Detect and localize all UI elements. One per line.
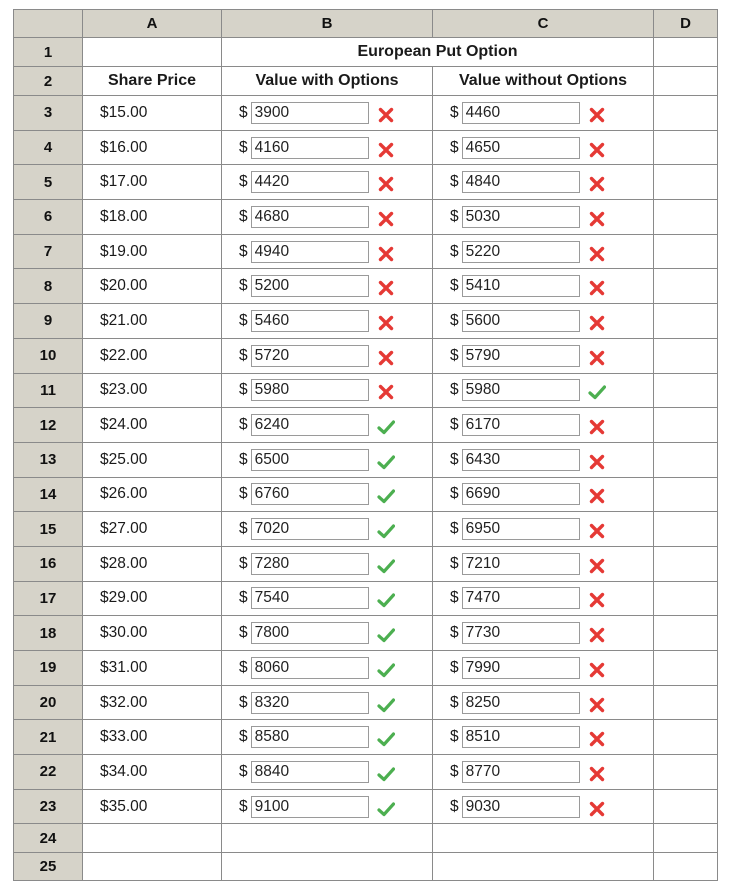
share-price-cell: $25.00 [83, 442, 222, 477]
table-row [14, 200, 718, 235]
value-with-options-cell [222, 477, 433, 512]
currency-symbol: $ [239, 311, 248, 329]
row-header[interactable]: 12 [14, 408, 83, 443]
share-price-cell: $16.00 [83, 130, 222, 165]
currency-symbol: $ [239, 103, 248, 121]
currency-symbol: $ [450, 242, 459, 260]
row-header[interactable]: 7 [14, 234, 83, 269]
value-without-options-cell [433, 338, 654, 373]
currency-symbol: $ [450, 173, 459, 191]
currency-symbol: $ [450, 450, 459, 468]
row-header[interactable]: 24 [14, 824, 83, 853]
empty-cell[interactable] [222, 824, 433, 853]
cross-icon [588, 418, 606, 436]
cross-icon [377, 210, 395, 228]
row-header[interactable]: 4 [14, 130, 83, 165]
row-header[interactable]: 22 [14, 755, 83, 790]
table-row [14, 720, 718, 755]
value-without-options-input[interactable] [462, 553, 580, 575]
checkmark-icon [377, 591, 395, 609]
share-price-cell: $24.00 [83, 408, 222, 443]
currency-symbol: $ [239, 242, 248, 260]
value-without-options-input[interactable] [462, 587, 580, 609]
table-row [14, 789, 718, 824]
column-d-cell[interactable] [654, 408, 718, 443]
value-without-options-cell [433, 720, 654, 755]
currency-symbol: $ [450, 207, 459, 225]
currency-symbol: $ [450, 311, 459, 329]
value-without-options-input[interactable] [462, 414, 580, 436]
value-without-options-input[interactable] [462, 137, 580, 159]
cross-icon [588, 557, 606, 575]
checkmark-icon [377, 453, 395, 471]
currency-symbol: $ [239, 485, 248, 503]
row-header[interactable]: 6 [14, 200, 83, 235]
share-price-cell: $18.00 [83, 200, 222, 235]
row-header[interactable]: 14 [14, 477, 83, 512]
table-row [14, 651, 718, 686]
value-without-options-cell [433, 269, 654, 304]
empty-cell[interactable] [654, 852, 718, 881]
cross-icon [377, 245, 395, 263]
cross-icon [588, 522, 606, 540]
empty-cell[interactable] [83, 852, 222, 881]
currency-symbol: $ [450, 554, 459, 572]
value-without-options-cell [433, 96, 654, 131]
cross-icon [588, 349, 606, 367]
sheet-title: European Put Option [222, 38, 654, 67]
cell-d1[interactable] [654, 38, 718, 67]
value-with-options-input[interactable] [251, 518, 369, 540]
value-without-options-input[interactable] [462, 483, 580, 505]
value-without-options-cell [433, 512, 654, 547]
empty-cell[interactable] [222, 852, 433, 881]
cross-icon [377, 106, 395, 124]
empty-cell[interactable] [433, 852, 654, 881]
value-with-options-cell [222, 408, 433, 443]
currency-symbol: $ [239, 450, 248, 468]
value-with-options-input[interactable] [251, 483, 369, 505]
cross-icon [588, 106, 606, 124]
currency-symbol: $ [239, 554, 248, 572]
value-without-options-input[interactable] [462, 379, 580, 401]
column-d-cell[interactable] [654, 581, 718, 616]
cross-icon [377, 349, 395, 367]
column-header-d[interactable]: D [654, 10, 718, 38]
value-with-options-cell [222, 96, 433, 131]
column-d-cell[interactable] [654, 130, 718, 165]
table-row [14, 408, 718, 443]
value-without-options-input[interactable] [462, 761, 580, 783]
value-with-options-cell [222, 373, 433, 408]
checkmark-icon [377, 418, 395, 436]
value-with-options-cell [222, 720, 433, 755]
column-d-cell[interactable] [654, 338, 718, 373]
value-with-options-input[interactable] [251, 241, 369, 263]
table-row [14, 130, 718, 165]
value-without-options-cell [433, 442, 654, 477]
currency-symbol: $ [450, 277, 459, 295]
row-header[interactable]: 13 [14, 442, 83, 477]
value-without-options-cell [433, 651, 654, 686]
column-d-cell[interactable] [654, 512, 718, 547]
empty-cell[interactable] [83, 824, 222, 853]
currency-symbol: $ [239, 138, 248, 156]
share-price-cell: $35.00 [83, 789, 222, 824]
checkmark-icon [377, 487, 395, 505]
cross-icon [588, 279, 606, 297]
column-d-cell[interactable] [654, 234, 718, 269]
share-price-cell: $23.00 [83, 373, 222, 408]
value-without-options-input[interactable] [462, 692, 580, 714]
share-price-header: Share Price [83, 67, 222, 96]
value-with-options-cell [222, 546, 433, 581]
row-header[interactable]: 16 [14, 546, 83, 581]
value-with-options-input[interactable] [251, 587, 369, 609]
title-row [14, 38, 718, 67]
empty-row [14, 824, 718, 853]
share-price-cell: $32.00 [83, 685, 222, 720]
share-price-cell: $33.00 [83, 720, 222, 755]
share-price-cell: $28.00 [83, 546, 222, 581]
row-header[interactable]: 3 [14, 96, 83, 131]
cross-icon [588, 141, 606, 159]
row-header[interactable]: 10 [14, 338, 83, 373]
currency-symbol: $ [239, 797, 248, 815]
value-without-options-input[interactable] [462, 796, 580, 818]
checkmark-icon [377, 730, 395, 748]
currency-symbol: $ [239, 173, 248, 191]
currency-symbol: $ [450, 346, 459, 364]
cross-icon [377, 279, 395, 297]
header-row [14, 67, 718, 96]
value-without-options-input[interactable] [462, 657, 580, 679]
currency-symbol: $ [450, 416, 459, 434]
value-without-options-input[interactable] [462, 241, 580, 263]
value-with-options-input[interactable] [251, 692, 369, 714]
cross-icon [377, 175, 395, 193]
column-d-cell[interactable] [654, 373, 718, 408]
value-without-options-cell [433, 130, 654, 165]
checkmark-icon [377, 626, 395, 644]
value-with-options-cell [222, 269, 433, 304]
currency-symbol: $ [239, 346, 248, 364]
cross-icon [377, 383, 395, 401]
cross-icon [588, 487, 606, 505]
value-with-options-cell [222, 581, 433, 616]
value-without-options-cell [433, 408, 654, 443]
row-header[interactable]: 15 [14, 512, 83, 547]
value-with-options-input[interactable] [251, 414, 369, 436]
value-without-options-cell [433, 200, 654, 235]
value-with-options-input[interactable] [251, 553, 369, 575]
share-price-cell: $30.00 [83, 616, 222, 651]
currency-symbol: $ [450, 797, 459, 815]
value-without-options-cell [433, 581, 654, 616]
checkmark-icon [377, 765, 395, 783]
value-with-options-input[interactable] [251, 171, 369, 193]
share-price-cell: $21.00 [83, 304, 222, 339]
row-header[interactable]: 20 [14, 685, 83, 720]
value-without-options-cell [433, 165, 654, 200]
share-price-cell: $22.00 [83, 338, 222, 373]
row-header-1[interactable]: 1 [14, 38, 83, 67]
table-row [14, 755, 718, 790]
currency-symbol: $ [239, 728, 248, 746]
column-d-cell[interactable] [654, 546, 718, 581]
value-without-options-header: Value without Options [433, 67, 654, 96]
cross-icon [588, 696, 606, 714]
value-without-options-input[interactable] [462, 310, 580, 332]
cross-icon [588, 800, 606, 818]
currency-symbol: $ [239, 381, 248, 399]
value-with-options-cell [222, 338, 433, 373]
value-with-options-input[interactable] [251, 379, 369, 401]
column-header-row [14, 10, 718, 38]
value-without-options-cell [433, 616, 654, 651]
column-d-cell[interactable] [654, 651, 718, 686]
value-without-options-cell [433, 789, 654, 824]
column-d-cell[interactable] [654, 304, 718, 339]
value-with-options-input[interactable] [251, 657, 369, 679]
cross-icon [377, 141, 395, 159]
value-with-options-cell [222, 442, 433, 477]
cross-icon [588, 210, 606, 228]
value-with-options-input[interactable] [251, 761, 369, 783]
cross-icon [588, 661, 606, 679]
value-without-options-input[interactable] [462, 345, 580, 367]
cell-d2[interactable] [654, 67, 718, 96]
column-d-cell[interactable] [654, 269, 718, 304]
share-price-cell: $15.00 [83, 96, 222, 131]
value-with-options-input[interactable] [251, 622, 369, 644]
currency-symbol: $ [450, 103, 459, 121]
share-price-cell: $17.00 [83, 165, 222, 200]
currency-symbol: $ [450, 693, 459, 711]
currency-symbol: $ [450, 520, 459, 538]
value-with-options-cell [222, 200, 433, 235]
currency-symbol: $ [450, 485, 459, 503]
row-header[interactable]: 25 [14, 852, 83, 881]
column-header-b[interactable]: B [222, 10, 433, 38]
value-with-options-cell [222, 789, 433, 824]
value-with-options-header: Value with Options [222, 67, 433, 96]
value-with-options-cell [222, 304, 433, 339]
row-header[interactable]: 5 [14, 165, 83, 200]
table-row [14, 546, 718, 581]
currency-symbol: $ [239, 207, 248, 225]
cell-a1[interactable] [83, 38, 222, 67]
table-row [14, 477, 718, 512]
value-without-options-cell [433, 685, 654, 720]
value-without-options-input[interactable] [462, 102, 580, 124]
row-header[interactable]: 18 [14, 616, 83, 651]
value-without-options-input[interactable] [462, 449, 580, 471]
value-with-options-cell [222, 234, 433, 269]
empty-row [14, 852, 718, 881]
checkmark-icon [588, 383, 606, 401]
value-without-options-cell [433, 373, 654, 408]
table-row [14, 616, 718, 651]
column-d-cell[interactable] [654, 616, 718, 651]
column-header-a[interactable]: A [83, 10, 222, 38]
row-header[interactable]: 11 [14, 373, 83, 408]
table-row [14, 685, 718, 720]
value-with-options-cell [222, 130, 433, 165]
value-without-options-input[interactable] [462, 275, 580, 297]
row-header-2[interactable]: 2 [14, 67, 83, 96]
cross-icon [377, 314, 395, 332]
cross-icon [588, 175, 606, 193]
empty-cell[interactable] [654, 824, 718, 853]
table-row [14, 96, 718, 131]
checkmark-icon [377, 696, 395, 714]
value-without-options-cell [433, 234, 654, 269]
table-row [14, 338, 718, 373]
column-d-cell[interactable] [654, 477, 718, 512]
table-row [14, 442, 718, 477]
share-price-cell: $20.00 [83, 269, 222, 304]
table-row [14, 269, 718, 304]
column-d-cell[interactable] [654, 442, 718, 477]
column-d-cell[interactable] [654, 720, 718, 755]
share-price-cell: $27.00 [83, 512, 222, 547]
row-header[interactable]: 8 [14, 269, 83, 304]
value-without-options-input[interactable] [462, 622, 580, 644]
value-with-options-cell [222, 512, 433, 547]
currency-symbol: $ [239, 658, 248, 676]
value-with-options-input[interactable] [251, 796, 369, 818]
currency-symbol: $ [450, 138, 459, 156]
table-row [14, 373, 718, 408]
row-header[interactable]: 23 [14, 789, 83, 824]
share-price-cell: $26.00 [83, 477, 222, 512]
value-without-options-input[interactable] [462, 518, 580, 540]
table-row [14, 304, 718, 339]
column-d-cell[interactable] [654, 685, 718, 720]
currency-symbol: $ [450, 589, 459, 607]
row-header[interactable]: 19 [14, 651, 83, 686]
value-with-options-input[interactable] [251, 449, 369, 471]
table-row [14, 512, 718, 547]
value-with-options-cell [222, 165, 433, 200]
value-without-options-input[interactable] [462, 171, 580, 193]
corner-cell[interactable] [14, 10, 83, 38]
cross-icon [588, 245, 606, 263]
column-d-cell[interactable] [654, 165, 718, 200]
value-with-options-input[interactable] [251, 137, 369, 159]
currency-symbol: $ [239, 520, 248, 538]
currency-symbol: $ [450, 658, 459, 676]
value-with-options-cell [222, 685, 433, 720]
currency-symbol: $ [450, 762, 459, 780]
currency-symbol: $ [239, 693, 248, 711]
value-without-options-cell [433, 546, 654, 581]
share-price-cell: $19.00 [83, 234, 222, 269]
checkmark-icon [377, 522, 395, 540]
column-d-cell[interactable] [654, 96, 718, 131]
checkmark-icon [377, 557, 395, 575]
column-d-cell[interactable] [654, 755, 718, 790]
value-without-options-cell [433, 304, 654, 339]
value-without-options-cell [433, 477, 654, 512]
value-without-options-input[interactable] [462, 206, 580, 228]
value-with-options-cell [222, 616, 433, 651]
row-header[interactable]: 9 [14, 304, 83, 339]
table-row [14, 581, 718, 616]
table-row [14, 165, 718, 200]
currency-symbol: $ [450, 624, 459, 642]
currency-symbol: $ [239, 624, 248, 642]
cross-icon [588, 453, 606, 471]
cross-icon [588, 626, 606, 644]
value-with-options-cell [222, 651, 433, 686]
currency-symbol: $ [239, 277, 248, 295]
row-header[interactable]: 17 [14, 581, 83, 616]
value-with-options-input[interactable] [251, 726, 369, 748]
value-with-options-input[interactable] [251, 275, 369, 297]
currency-symbol: $ [450, 728, 459, 746]
cross-icon [588, 765, 606, 783]
cross-icon [588, 591, 606, 609]
value-with-options-input[interactable] [251, 102, 369, 124]
row-header[interactable]: 21 [14, 720, 83, 755]
currency-symbol: $ [239, 589, 248, 607]
value-without-options-cell [433, 755, 654, 790]
currency-symbol: $ [450, 381, 459, 399]
currency-symbol: $ [239, 416, 248, 434]
table-row [14, 234, 718, 269]
currency-symbol: $ [239, 762, 248, 780]
share-price-cell: $29.00 [83, 581, 222, 616]
column-d-cell[interactable] [654, 789, 718, 824]
column-d-cell[interactable] [654, 200, 718, 235]
empty-cell[interactable] [433, 824, 654, 853]
value-with-options-input[interactable] [251, 206, 369, 228]
cross-icon [588, 730, 606, 748]
checkmark-icon [377, 800, 395, 818]
value-without-options-input[interactable] [462, 726, 580, 748]
checkmark-icon [377, 661, 395, 679]
cross-icon [588, 314, 606, 332]
value-with-options-cell [222, 755, 433, 790]
share-price-cell: $34.00 [83, 755, 222, 790]
column-header-c[interactable]: C [433, 10, 654, 38]
spreadsheet-grid [13, 9, 718, 881]
share-price-cell: $31.00 [83, 651, 222, 686]
value-with-options-input[interactable] [251, 310, 369, 332]
value-with-options-input[interactable] [251, 345, 369, 367]
